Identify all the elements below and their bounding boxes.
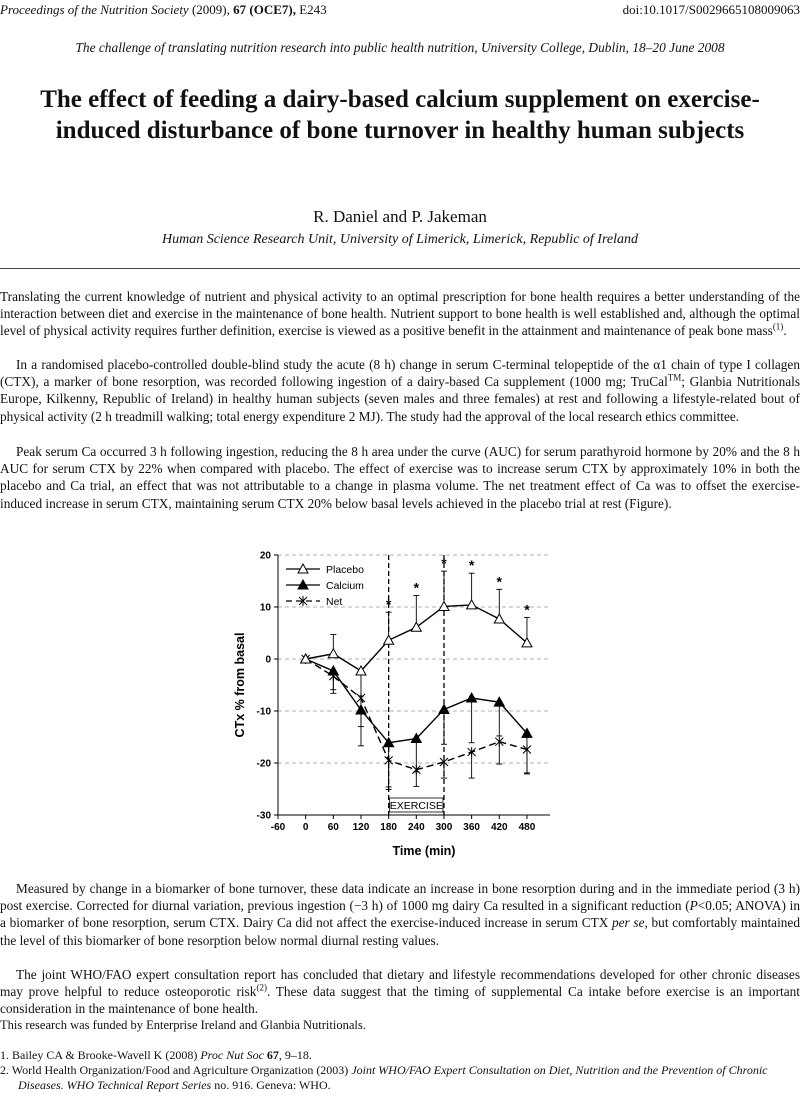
- reference-number: 1.: [0, 1048, 9, 1062]
- doi[interactable]: doi:10.1017/S0029665108009063: [622, 2, 800, 17]
- x-tick-label: 360: [463, 822, 480, 833]
- funding-note: This research was funded by Enterprise Ireland and Glanbia Nutritionals.: [0, 1018, 366, 1032]
- x-tick-label: 300: [435, 822, 453, 833]
- y-tick-label: 20: [259, 550, 271, 562]
- series-calcium: [301, 654, 532, 787]
- x-tick-label: -60: [270, 822, 286, 833]
- citation-2[interactable]: (2): [256, 982, 267, 993]
- data-point: [495, 737, 503, 747]
- paragraph-results: Peak serum Ca occurred 3 h following ingestion, reducing the 8 h area under the curve (AUC) for serum parathyroid hormone by 20% and the 8 h AUC for serum CTX by 22% when compared with placebo. The effect of exercise was to increase serum CTX by approximately 10% in both the placebo and Ca trial, an effect that was not attributable to a change in plasma volume. The net treatment effect of Ca was to offset the exercise-induced increase in serum CTX, maintaining serum CTX 20% below basal levels achieved in the placebo trial at rest (Figure).: [0, 444, 800, 511]
- y-tick-label: -10: [256, 706, 271, 718]
- significance-marker: *: [413, 579, 420, 596]
- x-tick-label: 420: [490, 822, 508, 833]
- data-point: [494, 614, 504, 623]
- reference-title: Joint WHO/FAO Expert Consultation on Diet, Nutrition and the Prevention of Chronic Diseases. WHO Technical Report Series: [18, 1063, 768, 1092]
- chart-legend: [286, 564, 364, 608]
- reference-list: [0, 1048, 800, 1093]
- legend-label: Placebo: [326, 564, 364, 576]
- journal-page: E243: [299, 2, 327, 17]
- significance-marker: *: [496, 573, 503, 590]
- data-point: [328, 666, 338, 675]
- journal-name: Proceedings of the Nutrition Society: [0, 2, 189, 17]
- paper-title: The effect of feeding a dairy-based calcium supplement on exercise-induced disturbance of bone turnover in healthy human subjects: [40, 86, 760, 144]
- reference-item: [0, 1063, 800, 1093]
- y-tick-label: -30: [256, 810, 271, 822]
- journal-header: [0, 2, 327, 18]
- paragraph-discussion: [0, 880, 800, 949]
- reference-text: Bailey CA & Brooke-Wavell K (2008): [12, 1048, 201, 1062]
- authors: R. Daniel and P. Jakeman: [313, 207, 487, 226]
- trademark: TM: [667, 372, 682, 383]
- affiliation: Human Science Research Unit, University of Limerick, Limerick, Republic of Ireland: [161, 232, 638, 247]
- paragraph-text: .: [783, 323, 787, 339]
- data-point: [328, 649, 338, 658]
- data-point: [439, 704, 449, 713]
- y-axis-label: CTx % from basal: [233, 632, 247, 738]
- journal-volume: 67: [233, 2, 247, 17]
- significance-marker: *: [468, 557, 475, 574]
- x-tick-label: 240: [407, 822, 425, 833]
- journal-year: (2009),: [191, 2, 230, 17]
- x-axis-label: Time (min): [392, 844, 456, 858]
- paragraph-methods: [0, 356, 800, 425]
- ctx-figure: [230, 550, 570, 870]
- paragraph-text: Translating the current knowledge of nutrient and physical activity to an optimal prescription for bone health requires a better understanding of the interaction between diet and exercise in the maintenance of bone health. Nutrient support to bone health is well established and, although the optimal level of physical activity requires further definition, exercise is viewed as a positive benefit in the attainment and maintenance of peak bone mass: [0, 289, 800, 339]
- y-tick-label: 0: [265, 654, 271, 666]
- citation-1[interactable]: (1): [772, 321, 784, 332]
- x-tick-label: 120: [352, 822, 370, 833]
- paragraph-text: . These data suggest that the timing of supplemental Ca intake before exercise is an important consideration in the maintenance of bone health.: [0, 984, 800, 1017]
- reference-number: 2.: [0, 1063, 9, 1077]
- p-value-symbol: P: [689, 898, 698, 914]
- reference-journal: Proc Nut Soc: [200, 1048, 264, 1062]
- series-line: [306, 659, 527, 743]
- y-tick-label: 10: [259, 602, 271, 614]
- reference-pages: , 9–18.: [278, 1048, 312, 1062]
- x-tick-label: 180: [380, 822, 397, 833]
- data-point: [384, 635, 394, 644]
- legend-label: Calcium: [326, 580, 364, 592]
- paragraph-conclusion: [0, 966, 800, 1018]
- paragraph-intro: [0, 288, 800, 340]
- data-point: [468, 747, 476, 757]
- significance-marker: *: [385, 596, 392, 613]
- reference-text: World Health Organization/Food and Agriculture Organization (2003): [11, 1063, 352, 1077]
- data-point: [467, 693, 477, 702]
- significance-marker: *: [524, 601, 530, 618]
- paragraph-text: , but comfortably maintained the level of this biomarker of bone resorption below normal diurnal resting values.: [0, 915, 800, 948]
- reference-text: no. 916. Geneva: WHO.: [211, 1078, 331, 1092]
- journal-issue: (OCE7),: [249, 2, 296, 17]
- paragraph-text: Measured by change in a biomarker of bone turnover, these data indicate an increase in bone resorption during and in the immediate period (3 h) post exercise. Corrected for diurnal variation, previous ingestion (−3 h) of 1000 mg dairy Ca resulted in a significant reduction (: [0, 881, 800, 914]
- paragraph-text: <0.05; ANOVA) in a biomarker of bone resorption, serum CTX. Dairy Ca did not affect the exercise-induced increase in serum CTX: [0, 898, 800, 931]
- exercise-label: EXERCISE: [389, 800, 443, 812]
- divider: [0, 268, 800, 269]
- italic-term: per se: [612, 915, 645, 931]
- reference-item: [0, 1048, 800, 1063]
- significance-marker: *: [441, 555, 447, 572]
- legend-label: Net: [326, 596, 343, 608]
- conference-line: The challenge of translating nutrition research into public health nutrition, University College, Dublin, 18–20 June 2008: [75, 40, 725, 55]
- reference-volume: 67: [266, 1048, 279, 1062]
- paragraph-text: The joint WHO/FAO expert consultation report has concluded that dietary and lifestyle recommendations developed for other chronic diseases may prove helpful to reduce osteoporotic risk: [0, 967, 800, 1000]
- x-tick-label: 480: [518, 822, 536, 833]
- data-point: [356, 705, 366, 714]
- data-point: [411, 622, 421, 631]
- x-tick-label: 60: [327, 822, 339, 833]
- paragraph-text: ; Glanbia Nutritionals Europe, Kilkenny, Republic of Ireland) in healthy human subjects (seven males and three females) at rest and following a lifestyle-related bout of physical activity (2 h treadmill walking; total energy expenditure 2 MJ). The study had the approval of the local research ethics committee.: [0, 374, 800, 424]
- x-tick-label: 0: [302, 822, 309, 833]
- data-point: [440, 757, 448, 767]
- y-tick-label: -20: [256, 758, 271, 770]
- paragraph-text: In a randomised placebo-controlled double-blind study the acute (8 h) change in serum C-terminal telopeptide of the α1 chain of type I collagen (CTX), a marker of bone resorption, was recorded following ingestion of a dairy-based Ca supplement (1000 mg; TruCal: [0, 357, 800, 390]
